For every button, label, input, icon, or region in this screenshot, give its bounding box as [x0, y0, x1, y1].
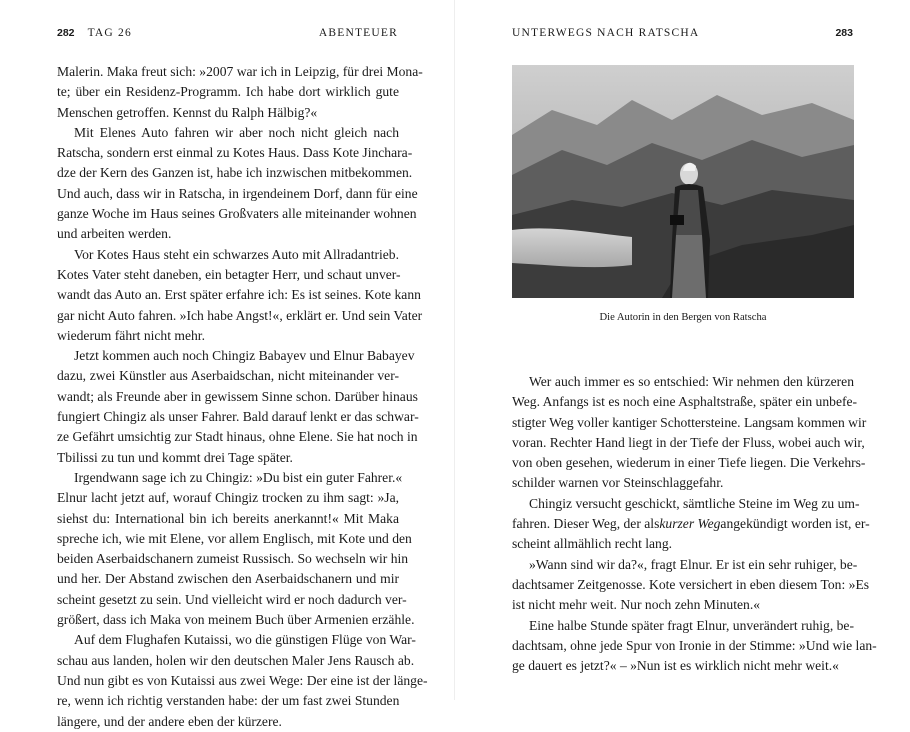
left-page	[0, 0, 455, 729]
page-number-left: 282	[57, 27, 75, 39]
left-body-text	[57, 62, 428, 732]
text-line: und arbeiten werden.	[57, 226, 172, 242]
text-line: fungiert Chingiz als unser Fahrer. Bald darauf lenkt er das schwar-	[57, 409, 419, 425]
right-body-text	[512, 372, 877, 676]
text-line: Und auch, dass wir in Ratscha, in irgendeinem Dorf, dann für eine	[57, 185, 418, 201]
author-mountain-photo	[512, 65, 854, 298]
text-line: Menschen getroffen. Kennst du Ralph Hälbig?«	[57, 104, 318, 120]
text-line: dachtsam, ohne jede Spur von Ironie in der Stimme: »Und wie lan-	[512, 637, 877, 653]
text-line: scheint allmählich recht lang.	[512, 536, 673, 552]
text-line: te; über ein Residenz-Programm. Ich habe dort wirklich gute	[57, 84, 399, 100]
text-line: Ratscha, sondern erst einmal zu Kotes Haus. Dass Kote Jinchara-	[57, 145, 413, 161]
text-line: Tbilissi zu tun und kommt drei Tage später.	[57, 449, 293, 465]
text-segment: fahren. Dieser Weg, der als	[512, 516, 660, 532]
text-line: schilder warnen vor Steinschlaggefahr.	[512, 475, 724, 491]
photo-caption: Die Autorin in den Bergen von Ratscha	[599, 312, 767, 323]
text-line: ge dauert es jetzt?« – »Nun ist es wirklich nicht mehr weit.«	[512, 658, 839, 674]
right-page	[455, 0, 910, 700]
text-line: scheint gesetzt zu sein. Und vielleicht wird er noch dadurch ver-	[57, 591, 407, 607]
text-line: schau aus landen, holen wir den deutschen Maler Jens Rausch ab.	[57, 652, 415, 668]
text-line: re, wenn ich richtig verstanden habe: der um fast zwei Stunden	[57, 693, 400, 709]
text-line: Jetzt kommen auch noch Chingiz Babayev und Elnur Babayev	[74, 348, 415, 364]
left-header	[57, 27, 132, 39]
text-line: Elnur lacht jetzt auf, worauf Chingiz trocken zu ihm sagt: »Ja,	[57, 490, 399, 506]
day-label: TAG 26	[87, 27, 132, 39]
text-line: ist nicht mehr weit. Nur noch zehn Minuten.«	[512, 597, 761, 613]
text-line: ganze Woche im Haus seines Großvaters alle miteinander wohnen	[57, 206, 417, 222]
italic-phrase: kurzer Weg	[659, 516, 721, 532]
text-line: Malerin. Maka freut sich: »2007 war ich in Leipzig, für drei Mona-	[57, 64, 423, 79]
text-line: Eine halbe Stunde später fragt Elnur, unverändert ruhig, be-	[529, 617, 854, 633]
text-line: größert, dass ich Maka von meinem Buch über Armenien erzähle.	[57, 612, 415, 628]
text-line: von oben gesehen, wiederum in einer Tiefe liegen. Die Verkehrs-	[512, 455, 866, 471]
running-head-right: UNTERWEGS NACH RATSCHA	[512, 27, 700, 39]
text-line: Chingiz versucht geschickt, sämtliche Steine im Weg zu um-	[529, 495, 860, 511]
right-header-number	[835, 27, 853, 39]
running-head-left: ABENTEUER	[318, 27, 398, 39]
text-line: dazu, zwei Künstler aus Aserbaidschan, nicht miteinander ver-	[57, 368, 399, 384]
text-line: beiden Aserbaidschanern zumeist Russisch. So wechseln wir hin	[57, 551, 409, 567]
text-segment: angekündigt worden ist, er-	[720, 516, 870, 532]
text-line: siehst du: International bin ich bereits anerkannt!« Mit Maka	[57, 510, 399, 526]
text-line: voran. Rechter Hand liegt in der Tiefe der Fluss, wobei auch wir,	[512, 434, 865, 450]
text-line: ze Gefährt umsichtig zur Stadt hinaus, ohne Elene. Sie hat noch in	[57, 429, 418, 445]
text-line: Mit Elenes Auto fahren wir aber noch nicht gleich nach	[74, 124, 399, 140]
text-line: gar nicht Auto fahren. »Ich habe Angst!«, erklärt er. Und sein Vater	[57, 307, 423, 323]
text-line: Kotes Vater steht daneben, ein betagter Herr, und schaut unver-	[57, 266, 401, 282]
text-line: »Wann sind wir da?«, fragt Elnur. Er ist ein sehr ruhiger, be-	[529, 556, 858, 572]
text-line: Und nun gibt es von Kutaissi aus zwei Wege: Der eine ist der länge-	[57, 672, 428, 688]
text-line	[512, 514, 870, 534]
text-line: längere, und der andere eben der kürzere.	[57, 713, 282, 729]
text-line: dze der Kern des Ganzen ist, habe ich inzwischen mitbekommen.	[57, 165, 413, 181]
page-number-right: 283	[835, 27, 853, 39]
text-line: und her. Der Abstand zwischen den Aserbaidschanern und mir	[57, 571, 399, 587]
text-line: stigter Weg voller kantiger Schottersteine. Langsam kommen wir	[512, 414, 867, 430]
text-line: Wer auch immer es so entschied: Wir nehmen den kürzeren	[529, 374, 854, 389]
text-line: spreche ich, wie mit Elene, vor allem Englisch, mit Kote und den	[57, 530, 412, 546]
text-line: Weg. Anfangs ist es noch eine Asphaltstraße, später ein unbefe-	[512, 394, 858, 410]
text-line: Auf dem Flughafen Kutaissi, wo die günstigen Flüge von War-	[74, 632, 416, 648]
text-line: wandt das Auto an. Erst später erfahre ich: Es ist seines. Kote kann	[57, 287, 421, 303]
text-line: wandt; als Freunde aber in gewissem Sinne schon. Darüber hinaus	[57, 388, 418, 404]
text-line: Vor Kotes Haus steht ein schwarzes Auto mit Allradantrieb.	[74, 246, 399, 262]
text-line: Irgendwann sage ich zu Chingiz: »Du bist ein guter Fahrer.«	[74, 469, 403, 485]
text-line: wiederum fährt nicht mehr.	[57, 327, 205, 343]
text-line: dachtsamer Zeitgenosse. Kote versichert in eben diesem Ton: »Es	[512, 576, 870, 592]
